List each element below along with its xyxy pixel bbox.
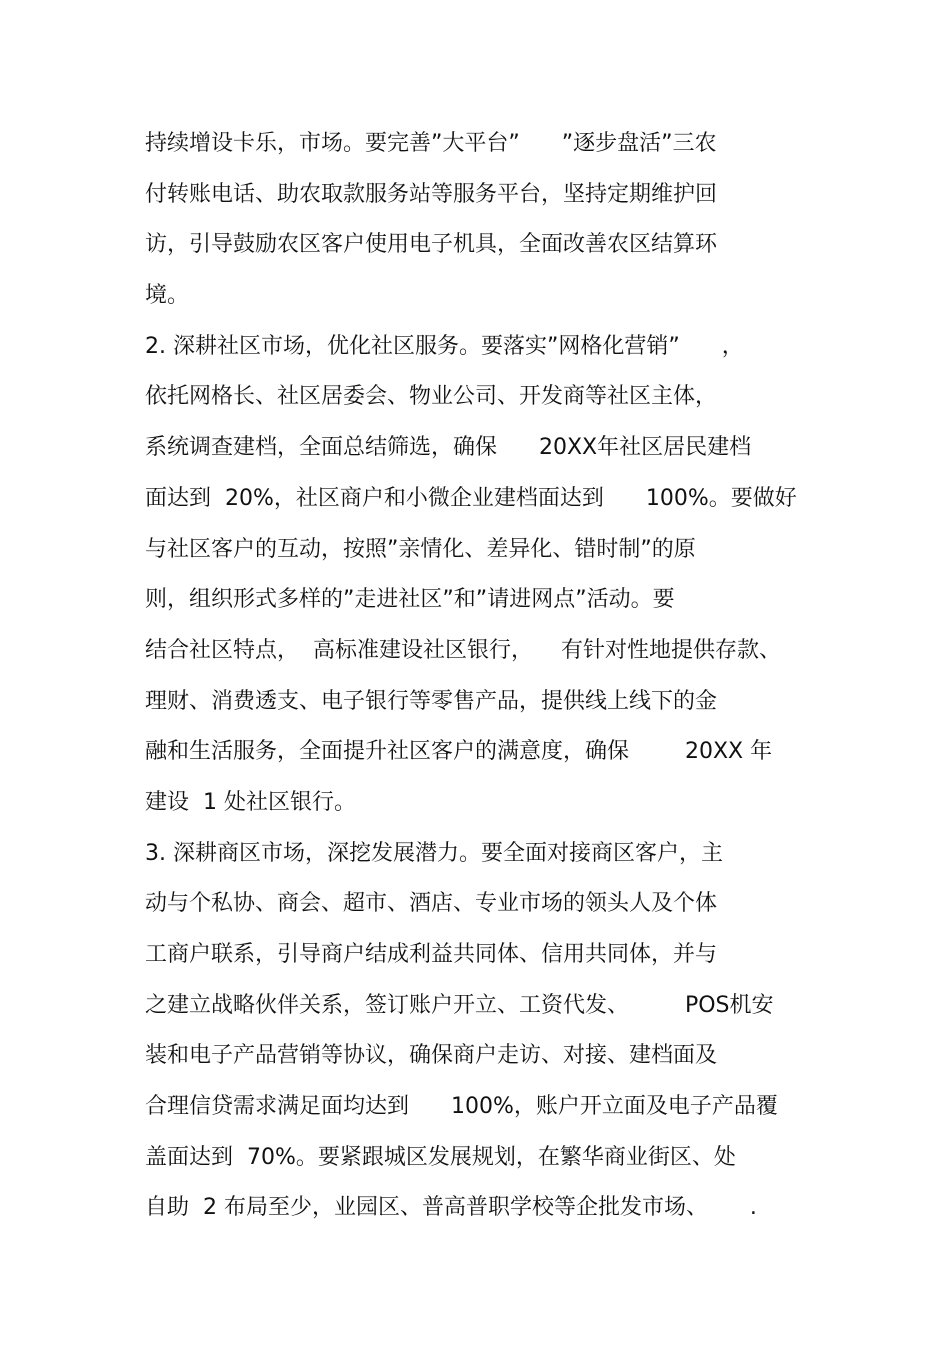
text-line: 动与个私协、商会、超市、酒店、专业市场的领头人及个体 <box>145 891 718 917</box>
text-line: 融和生活服务，全面提升社区客户的满意度，确保 20XX 年 <box>145 739 773 765</box>
text-line: 装和电子产品营销等协议，确保商户走访、对接、建档面及 <box>145 1043 718 1069</box>
text-line: 合理信贷需求满足面均达到 100%，账户开立面及电子产品覆 <box>145 1094 778 1120</box>
text-line: 依托网格长、社区居委会、物业公司、开发商等社区主体， <box>145 384 718 410</box>
body-text <box>145 119 825 1234</box>
text-line: 3. 深耕商区市场，深挖发展潜力。要全面对接商区客户，主 <box>145 840 723 866</box>
text-line: 与社区客户的互动，按照”亲情化、差异化、错时制”的原 <box>145 536 696 562</box>
text-line: 工商户联系，引导商户结成利益共同体、信用共同体，并与 <box>145 942 718 967</box>
text-line: 结合社区特点， 高标准建设社区银行， 有针对性地提供存款、 <box>145 637 781 663</box>
text-line: 2. 深耕社区市场，优化社区服务。要落实”网格化营销” ， <box>145 333 744 359</box>
text-line: 则，组织形式多样的”走进社区”和”请进网点”活动。要 <box>145 587 675 613</box>
text-line: 盖面达到 70%。要紧跟城区发展规划，在繁华商业街区、处 <box>145 1144 736 1170</box>
text-line: 系统调查建档，全面总结筛选，确保 20XX年社区居民建档 <box>145 435 752 461</box>
text-line: 理财、消费透支、电子银行等零售产品，提供线上线下的金 <box>145 688 718 714</box>
text-line: 之建立战略伙伴关系，签订账户开立、工资代发、 POS机安 <box>145 992 774 1018</box>
text-line: 付转账电话、助农取款服务站等服务平台，坚持定期维护回 <box>145 181 718 207</box>
text-line: 面达到 20%，社区商户和小微企业建档面达到 100%。要做好 <box>145 485 797 511</box>
text-line: 自助 2 布局至少，业园区、普高普职学校等企批发市场、 . <box>145 1195 757 1221</box>
text-line: 访，引导鼓励农区客户使用电子机具，全面改善农区结算环 <box>145 232 718 258</box>
text-line: 持续增设卡乐，市场。要完善”大平台” ”逐步盘活”三农 <box>145 131 717 156</box>
text-line: 建设 1 处社区银行。 <box>145 789 356 815</box>
text-line: 境。 <box>145 283 190 309</box>
